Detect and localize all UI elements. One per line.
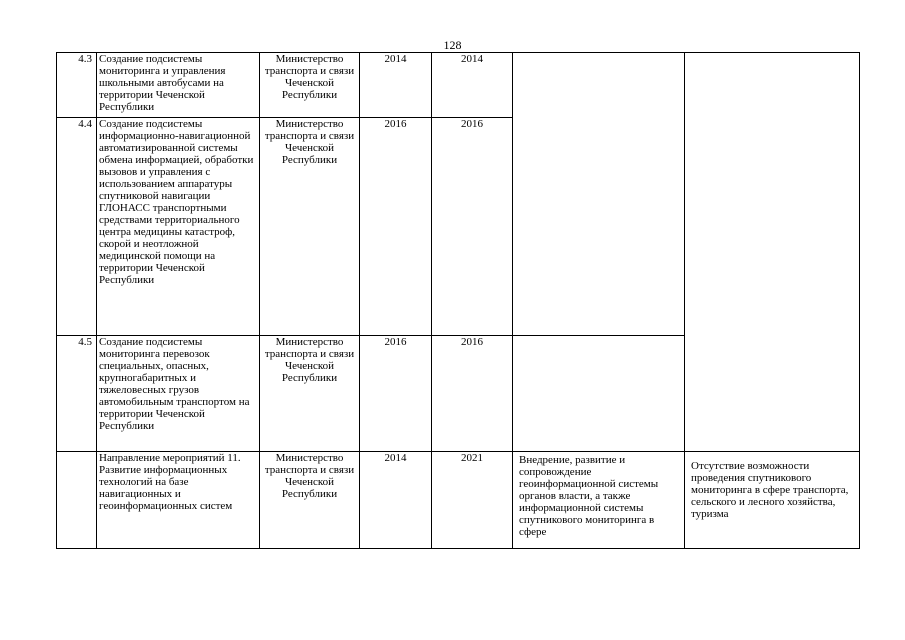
page-number: 128 [443, 38, 462, 52]
end-year: 2016 [432, 118, 513, 336]
row-number [57, 452, 97, 549]
executor: Министерство транспорта и связи Чеченской Республики [260, 336, 360, 452]
consequences-cell [685, 53, 860, 452]
activity-name: Создание подсистемы информационно-навигационной автоматизированной системы обмена информацией, обработки вызовов и управления с использованием аппаратуры спутниковой навигации ГЛОНАСС транспортными средствами территориального центра медицины катастроф, скорой и неотложной медицинской помощи на территории Чеченской Республики [97, 118, 260, 336]
executor: Министерство транспорта и связи Чеченской Республики [260, 118, 360, 336]
start-year: 2016 [360, 118, 432, 336]
activity-name: Создание подсистемы мониторинга перевозок специальных, опасных, крупногабаритных и тяжеловесных грузов автомобильным транспортом на территории Чеченской Республики [97, 336, 260, 452]
consequences-cell [685, 452, 860, 549]
table-row [57, 452, 860, 549]
start-year: 2016 [360, 336, 432, 452]
end-year: 2014 [432, 53, 513, 118]
table-row [57, 53, 860, 118]
start-year: 2014 [360, 452, 432, 549]
start-year: 2014 [360, 53, 432, 118]
end-year: 2021 [432, 452, 513, 549]
expected-result-cell [513, 53, 685, 336]
executor: Министерство транспорта и связи Чеченской Республики [260, 53, 360, 118]
expected-result-text: Внедрение, развитие и сопровождение геоинформационной системы органов власти, а также информационной системы спутникового мониторинга в сфере [519, 454, 659, 538]
activity-name: Направление мероприятий 11. Развитие информационных технологий на базе навигационных и геоинформационных систем [97, 452, 260, 549]
end-year: 2016 [432, 336, 513, 452]
program-activities-table [56, 52, 860, 549]
executor: Министерство транспорта и связи Чеченской Республики [260, 452, 360, 549]
row-number: 4.5 [57, 336, 97, 452]
expected-result-cell [513, 452, 685, 549]
expected-result-cell [513, 336, 685, 452]
row-number: 4.3 [57, 53, 97, 118]
consequences-text: Отсутствие возможности проведения спутникового мониторинга в сфере транспорта, сельского и лесного хозяйства, туризма [691, 460, 849, 520]
row-number: 4.4 [57, 118, 97, 336]
activity-name: Создание подсистемы мониторинга и управления школьными автобусами на территории Чеченской Республики [97, 53, 260, 118]
